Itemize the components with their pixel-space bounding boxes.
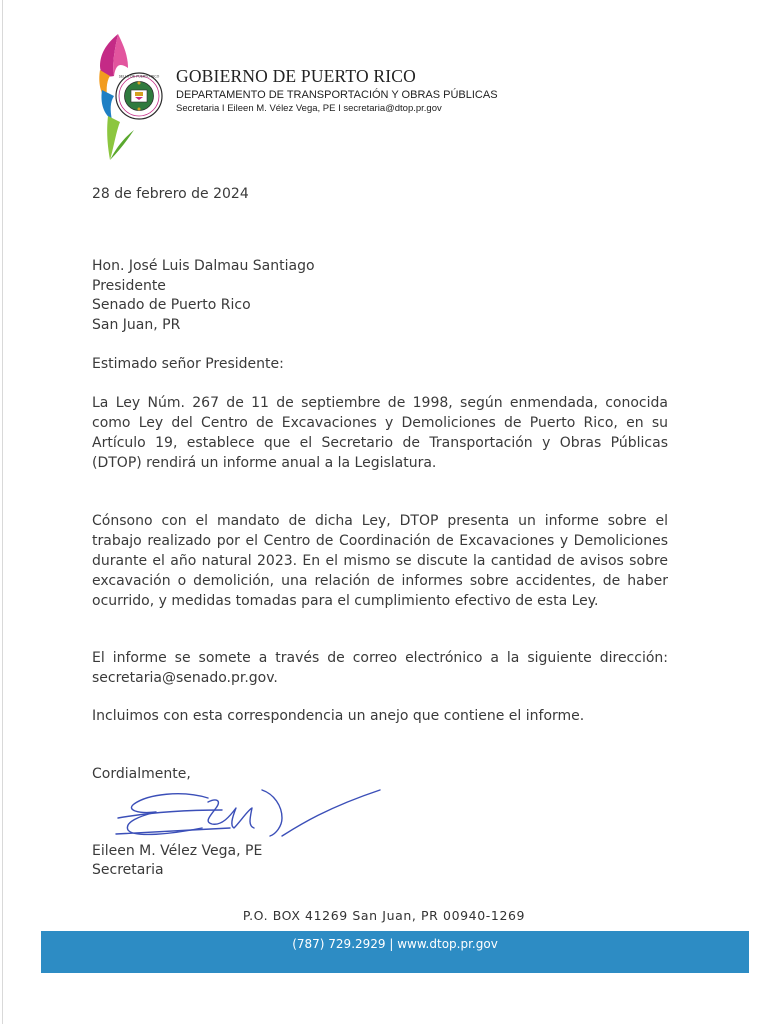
secretary-contact-line: Secretaria I Eileen M. Vélez Vega, PE I secretaria@dtop.pr.gov xyxy=(176,103,442,114)
signer-name: Eileen M. Vélez Vega, PE xyxy=(92,843,263,859)
signer-title: Secretaria xyxy=(92,862,164,878)
body-paragraph-3: El informe se somete a través de correo electrónico a la siguiente dirección: secretaria@senado.pr.gov. xyxy=(92,650,668,686)
government-logo-icon xyxy=(94,30,174,164)
recipient-city: San Juan, PR xyxy=(92,317,181,333)
footer-bar xyxy=(41,931,749,973)
organization-name: GOBIERNO DE PUERTO RICO xyxy=(176,66,416,86)
footer-contact-info: (787) 729.2929 | www.dtop.pr.gov xyxy=(292,937,498,951)
salutation: Estimado señor Presidente: xyxy=(92,356,284,372)
department-name: DEPARTAMENTO DE TRANSPORTACIÓN Y OBRAS PÚBLICAS xyxy=(176,89,498,101)
body-paragraph-1: La Ley Núm. 267 de 11 de septiembre de 1998, según enmendada, conocida como Ley del Centro de Excavaciones y Demoliciones de Puerto Rico, en su Artículo 19, establece que el Secretario de Transportación y Obras Públicas (DTOP) rendirá un informe anual a la Legislatura. xyxy=(92,395,668,471)
recipient-organization: Senado de Puerto Rico xyxy=(92,297,251,313)
letter-date: 28 de febrero de 2024 xyxy=(92,186,249,202)
page-edge-line xyxy=(2,0,3,1024)
body-paragraph-2: Cónsono con el mandato de dicha Ley, DTOP presenta un informe sobre el trabajo realizado por el Centro de Coordinación de Excavaciones y Demoliciones durante el año natural 2023. En el mismo se discute la cantidad de avisos sobre excavación o demolición, una relación de informes sobre accidentes, de haber ocurrido, y medidas tomadas para el cumplimiento efectivo de esta Ley. xyxy=(92,513,668,609)
seal-text: SELLO DE PUERTO RICO xyxy=(118,74,160,79)
body-paragraph-4: Incluimos con esta correspondencia un anejo que contiene el informe. xyxy=(92,708,585,724)
handwritten-signature xyxy=(112,782,384,846)
recipient-title: Presidente xyxy=(92,278,166,294)
closing: Cordialmente, xyxy=(92,766,191,782)
footer-postal-address: P.O. BOX 41269 San Juan, PR 00940-1269 xyxy=(242,908,526,923)
recipient-name: Hon. José Luis Dalmau Santiago xyxy=(92,258,315,274)
